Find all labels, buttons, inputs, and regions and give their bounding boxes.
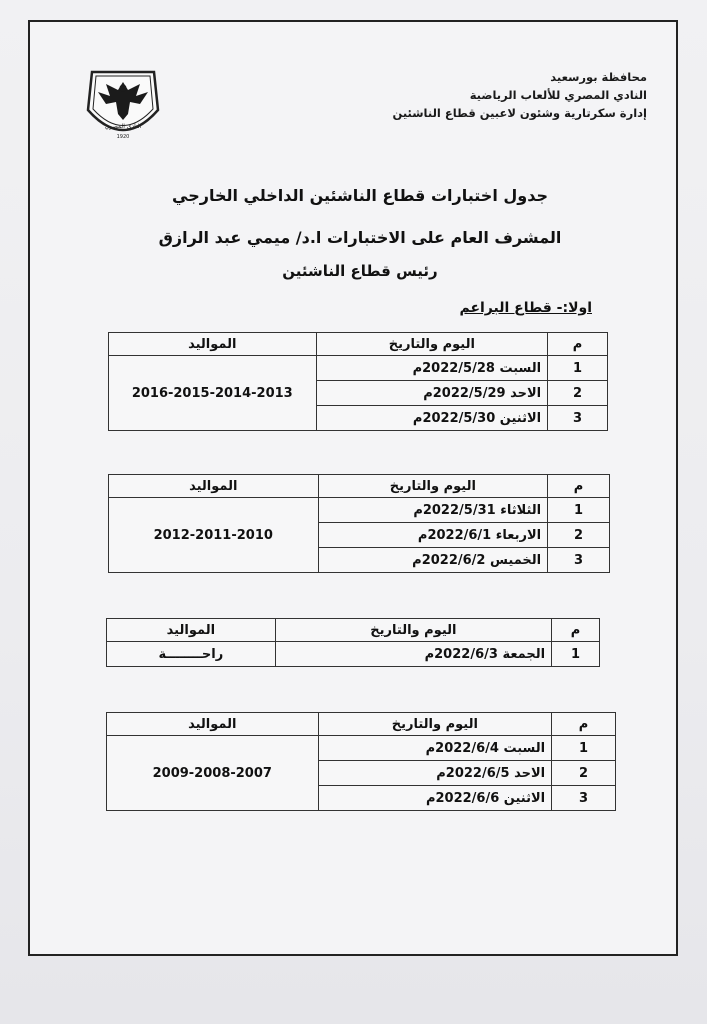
row-num: 3 xyxy=(548,406,608,431)
main-title: جدول اختبارات قطاع الناشئين الداخلي الخارجي xyxy=(172,186,548,205)
table-header-row xyxy=(107,619,600,642)
schedule-table-2 xyxy=(108,474,610,573)
row-date: الخميس 2022/6/2م xyxy=(318,548,548,573)
col-header-born: المواليد xyxy=(107,619,276,642)
col-header-born: المواليد xyxy=(107,713,319,736)
row-date: الجمعة 2022/6/3م xyxy=(275,642,551,667)
row-date: الاحد 2022/5/29م xyxy=(316,381,548,406)
row-num: 3 xyxy=(548,548,610,573)
schedule-table-1 xyxy=(108,332,608,431)
eagle-crest-icon xyxy=(82,66,164,148)
col-header-date: اليوم والتاريخ xyxy=(275,619,551,642)
col-header-date: اليوم والتاريخ xyxy=(318,475,548,498)
row-num: 2 xyxy=(548,523,610,548)
born-years: 2009-2008-2007 xyxy=(107,736,319,811)
logo-year: 1920 xyxy=(116,134,130,140)
table-row xyxy=(109,356,608,381)
letterhead xyxy=(287,68,647,122)
schedule-table-3 xyxy=(106,618,600,667)
table-header-row xyxy=(109,333,608,356)
governorate-line: محافظة بورسعيد xyxy=(550,70,647,84)
supervisor-title: المشرف العام على الاختبارات ا.د/ ميمي عبد الرازق xyxy=(158,228,562,247)
row-num: 2 xyxy=(552,761,616,786)
sector-head-title: رئيس قطاع الناشئين xyxy=(282,262,438,280)
col-header-num: م xyxy=(548,475,610,498)
row-num: 2 xyxy=(548,381,608,406)
club-line: النادي المصري للألعاب الرياضية xyxy=(469,88,647,102)
table-header-row xyxy=(107,713,616,736)
row-num: 1 xyxy=(548,356,608,381)
born-years: 2012-2011-2010 xyxy=(109,498,319,573)
row-date: الاثنين 2022/6/6م xyxy=(318,786,552,811)
row-date: الاحد 2022/6/5م xyxy=(318,761,552,786)
rest-day-label: راحــــــــة xyxy=(107,642,276,667)
row-num: 1 xyxy=(552,642,600,667)
row-num: 1 xyxy=(548,498,610,523)
logo-club-name: النادي المصري xyxy=(104,123,142,130)
table-row xyxy=(107,736,616,761)
col-header-date: اليوم والتاريخ xyxy=(318,713,552,736)
row-date: الاثنين 2022/5/30م xyxy=(316,406,548,431)
department-line: إدارة سكرتارية وشئون لاعبين قطاع الناشئين xyxy=(392,106,647,120)
col-header-born: المواليد xyxy=(109,475,319,498)
row-date: السبت 2022/5/28م xyxy=(316,356,548,381)
row-date: السبت 2022/6/4م xyxy=(318,736,552,761)
table-header-row xyxy=(109,475,610,498)
col-header-date: اليوم والتاريخ xyxy=(316,333,548,356)
col-header-num: م xyxy=(548,333,608,356)
col-header-num: م xyxy=(552,619,600,642)
schedule-table-4 xyxy=(106,712,616,811)
row-date: الثلاثاء 2022/5/31م xyxy=(318,498,548,523)
row-num: 3 xyxy=(552,786,616,811)
table-row xyxy=(109,498,610,523)
table-row xyxy=(107,642,600,667)
row-num: 1 xyxy=(552,736,616,761)
born-years: 2016-2015-2014-2013 xyxy=(109,356,317,431)
col-header-num: م xyxy=(552,713,616,736)
section-title: اولا:- قطاع البراعم xyxy=(459,300,592,316)
col-header-born: المواليد xyxy=(109,333,317,356)
row-date: الاربعاء 2022/6/1م xyxy=(318,523,548,548)
